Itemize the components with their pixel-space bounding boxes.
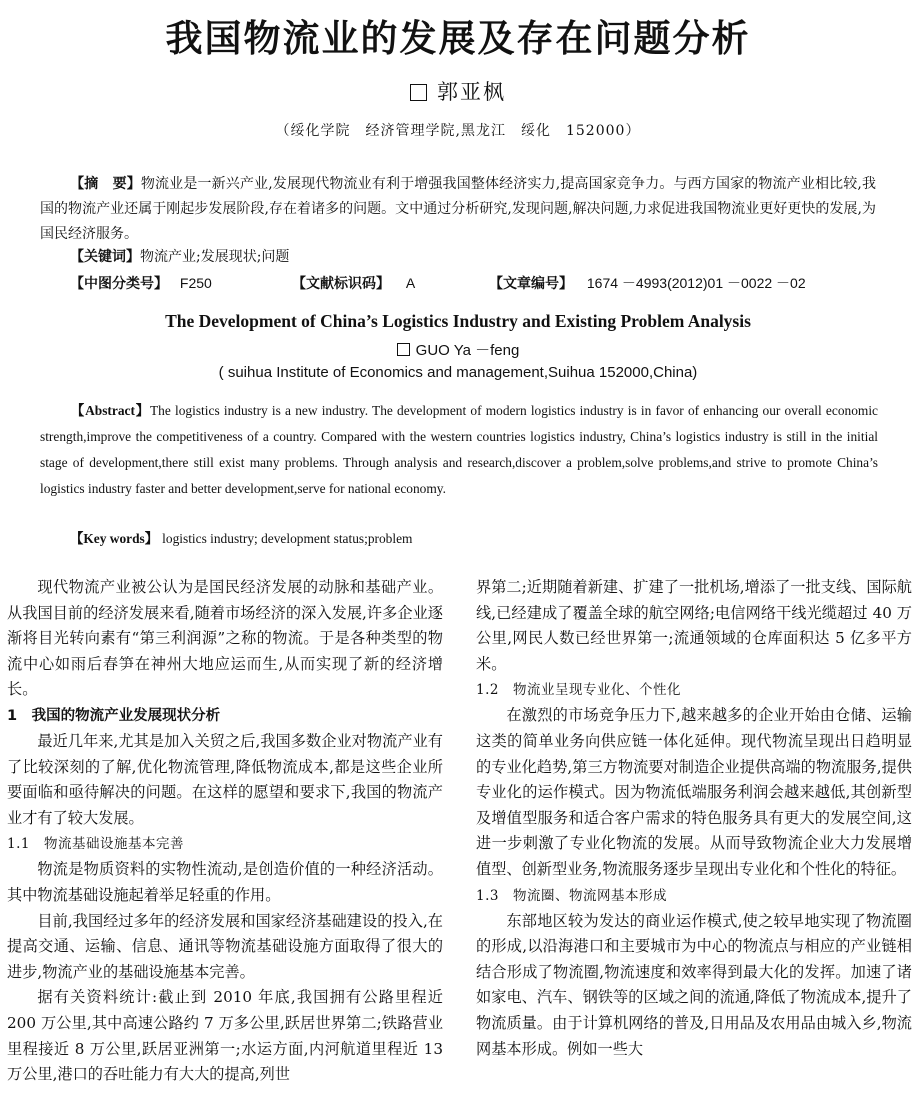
clc-label: 【中图分类号】 (70, 276, 168, 292)
abstract-cn-label: 【摘 要】 (70, 176, 141, 192)
abstract-cn-text: 物流业是一新兴产业,发展现代物流业有利于增强我国整体经济实力,提高国家竞争力。与西方国家的物流产业相比较,我国的物流产业还属于刚起步发展阶段,存在着诸多的问题。文中通过分析研究,发现问题,解决问题,力求促进我国物流业更好更快的发展,为国民经济服务。 (40, 176, 876, 242)
subsection-heading: 1.1 物流基础设施基本完善 (7, 836, 184, 853)
keywords-en (70, 526, 412, 552)
body-column-left (7, 575, 443, 1088)
paper-title: 我国物流业的发展及存在问题分析 (165, 17, 751, 60)
body-paragraph: 现代物流产业被公认为是国民经济发展的动脉和基础产业。从我国目前的经济发展来看,随着市场经济的深入发展,许多企业逐渐将目光转向素有“第三利润源”之称的物流。于是各种类型的物流中心如雨后春笋在神州大地应运而生,从而实现了新的经济增长。 (7, 578, 443, 699)
english-author: GUO Ya －feng (415, 342, 520, 359)
clc-value: F250 (179, 275, 212, 291)
abstract-en (40, 398, 878, 502)
keywords-cn-label: 【关键词】 (70, 249, 140, 265)
subsection-heading: 1.2 物流业呈现专业化、个性化 (476, 682, 681, 699)
square-icon (397, 343, 410, 356)
abstract-cn (40, 172, 876, 247)
doc-code-label: 【文献标识码】 (292, 276, 390, 292)
body-paragraph: 据有关资料统计:截止到 2010 年底,我国拥有公路里程近 200 万公里,其中高速公路约 7 万多公里,跃居世界第二;铁路营业里程接近 8 万公里,跃居亚洲第一;水运方面,内河航道里程近 13 万公里,港口的吞吐能力有大大的提高,列世 (7, 988, 443, 1084)
keywords-cn (70, 245, 876, 270)
author-line (0, 76, 916, 106)
keywords-cn-text: 物流产业;发展现状;问题 (140, 249, 290, 265)
square-icon (410, 84, 427, 101)
section-heading: 1 我国的物流产业发展现状分析 (7, 707, 221, 724)
keywords-en-label: 【Key words】 (70, 531, 159, 546)
body-paragraph: 界第二;近期随着新建、扩建了一批机场,增添了一批支线、国际航线,已经建成了覆盖全球的航空网络;电信网络干线光缆超过 40 万公里,网民人数已经世界第一;流通领域的仓库面积达 5 亿多平方米。 (476, 578, 912, 673)
abstract-en-label: 【Abstract】 (70, 403, 150, 418)
article-number-value: 1674 －4993(2012)01 －0022 －02 (586, 275, 806, 291)
article-number-label: 【文章编号】 (489, 276, 573, 292)
abstract-en-text: The logistics industry is a new industry. The development of modern logistics industry is in favor of enhancing our overall economic strength,improve the competitiveness of a country. Compared with the western countries logistics industry, China’s logistics industry is still in the initial stage of development,there still exist many problems. Through analysis and research,discover a problem,solve problems,and strive to promote China’s logistics industry faster and better development,serve for national economy. (40, 403, 878, 496)
body-paragraph: 最近几年来,尤其是加入关贸之后,我国多数企业对物流产业有了比较深刻的了解,优化物流管理,降低物流成本,都是这些企业所要面临和亟待解决的问题。在这样的愿望和要求下,我国的物流产业才有了较大发展。 (7, 731, 443, 827)
affiliation: （绥化学院 经济管理学院,黑龙江 绥化 152000） (275, 123, 641, 139)
body-paragraph: 目前,我国经过多年的经济发展和国家经济基础建设的投入,在提高交通、运输、信息、通讯等物流基础设施方面取得了很大的进步,物流产业的基础设施基本完善。 (7, 911, 443, 981)
keywords-en-text: logistics industry; development status;problem (162, 531, 413, 546)
author-name: 郭亚枫 (437, 80, 506, 104)
body-paragraph: 物流是物质资料的实物性流动,是创造价值的一种经济活动。其中物流基础设施起着举足轻重的作用。 (7, 860, 443, 904)
body-paragraph: 在激烈的市场竞争压力下,越来越多的企业开始由仓储、运输这类的简单业务向供应链一体化延伸。现代物流呈现出日趋明显的专业化趋势,第三方物流要对制造企业提供高端的物流服务,提供专业化的运作模式。因为物流低端服务利润会越来越低,其创新型及增值型服务和适合客户需求的特色服务具有更大的发展空间,这进一步刺激了专业化物流的发展。从而导致物流企业大力发展增值型、创新型业务,物流服务逐步呈现出专业化和个性化的特征。 (476, 706, 912, 878)
subsection-heading: 1.3 物流圈、物流网基本形成 (476, 887, 667, 904)
english-title: The Development of China’s Logistics Industry and Existing Problem Analysis (165, 311, 751, 331)
doc-code-value: A (405, 275, 416, 291)
english-affiliation: ( suihua Institute of Economics and management,Suihua 152000,China) (218, 364, 698, 381)
english-author-line (0, 339, 916, 360)
body-column-right (476, 575, 912, 1062)
body-paragraph: 东部地区较为发达的商业运作模式,使之较早地实现了物流圈的形成,以沿海港口和主要城市为中心的物流点与相应的产业链相结合形成了物流圈,物流速度和效率得到最大化的发挥。加速了诸如家电、汽车、钢铁等的区域之间的流通,降低了物流成本,提升了物流质量。由于计算机网络的普及,日用品及农用品由城入乡,物流网基本形成。例如一些大 (476, 911, 912, 1058)
